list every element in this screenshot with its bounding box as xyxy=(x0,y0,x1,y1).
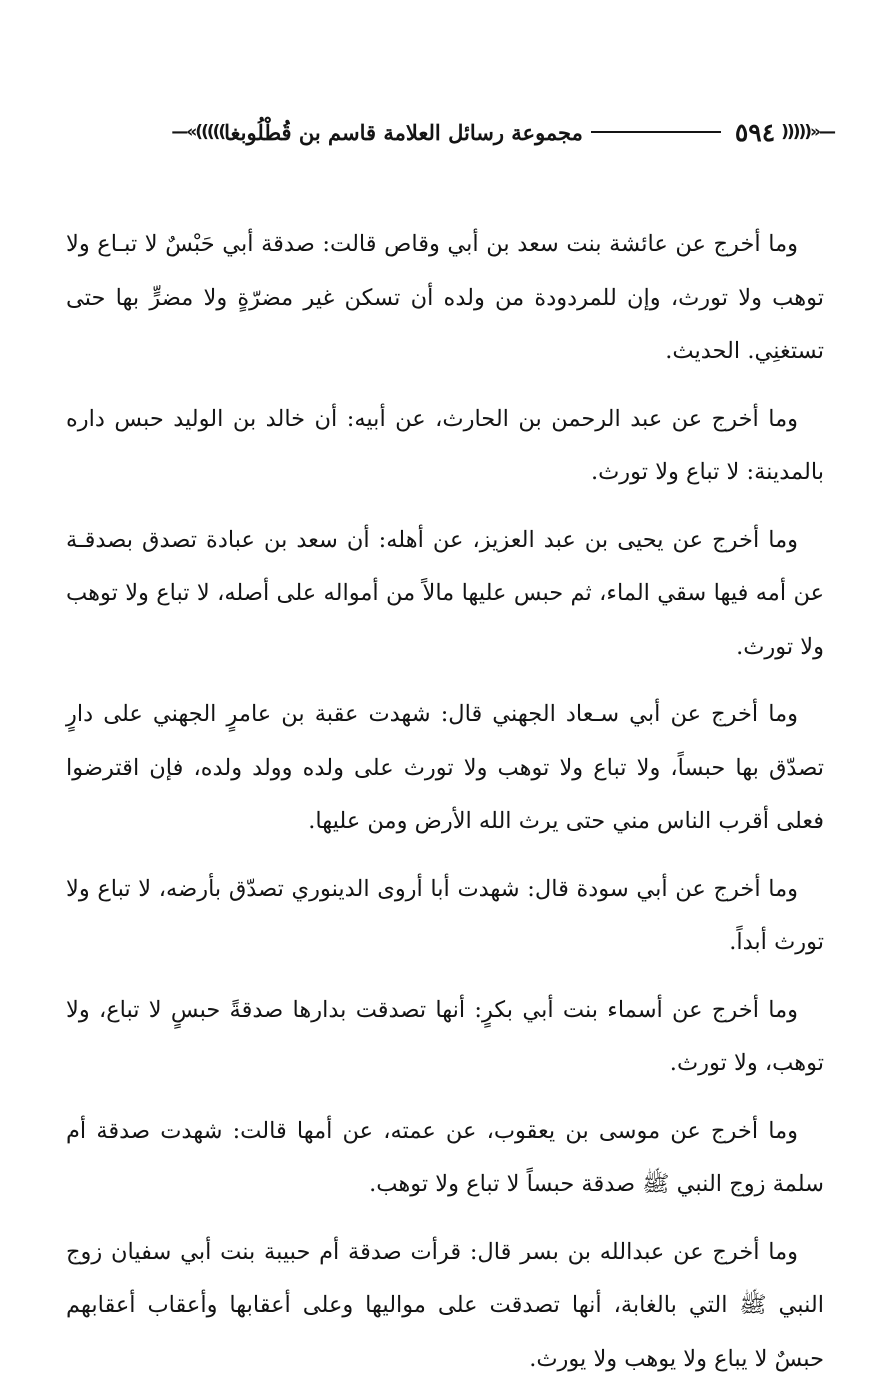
paragraph: وما أخرج عن يحيى بن عبد العزيز، عن أهله: أن سعد بن عبادة تصدق بصدقـة عن أمه فيها سقي الماء، ثم حبس عليها مالاً من أمواله على أصله، لا تباع ولا توهب ولا تورث. xyxy=(66,526,824,660)
running-header xyxy=(56,112,834,152)
paragraph: وما أخرج عن أسماء بنت أبي بكرٍ: أنها تصدقت بدارها صدقةً حبسٍ لا تباع، ولا توهب، ولا تورث. xyxy=(66,996,824,1076)
header-rule xyxy=(591,131,721,133)
paragraph: وما أخرج عن عبدالله بن بسر قال: قرأت صدقة أم حبيبة بنت أبي سفيان زوج النبي ﷺ التي بالغابة، أنها تصدقت على مواليها وعلى أعقابها وأعقاب أعقابهم حبسٌ لا يباع ولا يوهب ولا يورث. xyxy=(66,1238,824,1372)
paragraph: وما أخرج عن أبي سـعاد الجهني قال: شهدت عقبة بن عامرٍ الجهني على دارٍ تصدّق بها حبساً، ولا تباع ولا توهب ولا تورث على ولده وولد ولده، فإن اقترضوا فعلى أقرب الناس مني حتى يرث الله الأرض ومن عليها. xyxy=(66,701,824,834)
header-ornament-left: )))))»— xyxy=(171,122,225,142)
body-text xyxy=(66,218,824,1400)
page-number: ٥٩٤ xyxy=(734,117,776,147)
paragraph: وما أخرج عن موسى بن يعقوب، عن عمته، عن أمها قالت: شهدت صدقة أم سلمة زوج النبي ﷺ صدقة حبساً لا تباع ولا توهب. xyxy=(66,1117,824,1197)
paragraph: وما أخرج عن أبي سودة قال: شهدت أبا أروى الدينوري تصدّق بأرضه، لا تباع ولا تورث أبداً. xyxy=(66,875,824,955)
paragraph: وما أخرج عن عبد الرحمن بن الحارث، عن أبيه: أن خالد بن الوليد حبس داره بالمدينة: لا تباع ولا تورث. xyxy=(66,405,824,485)
paragraph: وما أخرج عن عائشة بنت سعد بن أبي وقاص قالت: صدقة أبي حَبْسٌ لا تبـاع ولا توهب ولا تورث، وإن للمردودة من ولده أن تسكن غير مضرّةٍ ولا مضرٍّ بها حتى تستغنِي. الحديث. xyxy=(66,231,824,364)
header-ornament-right: —«((((( xyxy=(781,122,834,142)
running-title: مجموعة رسائل العلامة قاسم بن قُطْلُوبغا xyxy=(224,119,583,145)
